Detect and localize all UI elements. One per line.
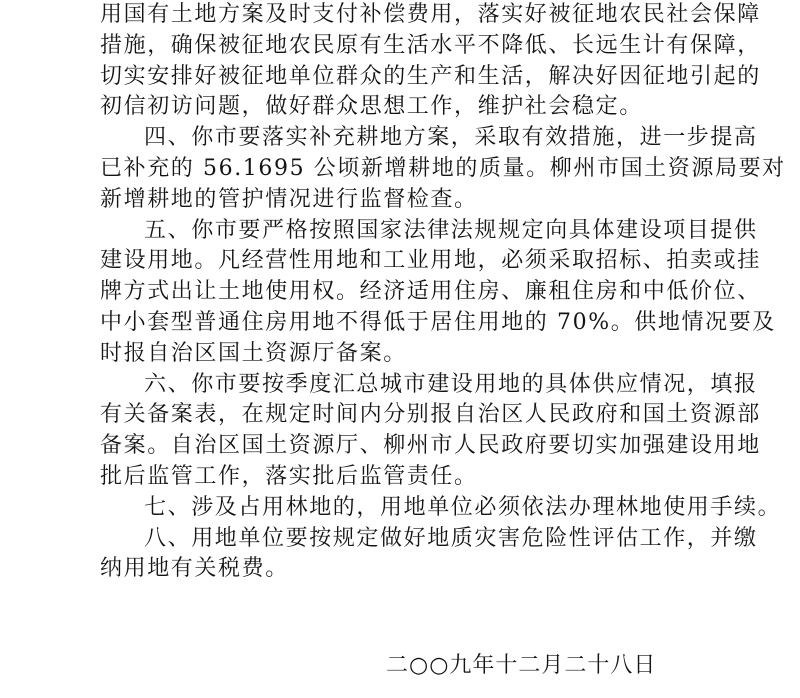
paragraph-3-line-4: 初信初访问题，做好群众思想工作，维护社会稳定。	[100, 94, 643, 120]
paragraph-5-line-3: 牌方式出让土地使用权。经济适用住房、廉租住房和中低价位、	[100, 279, 761, 305]
paragraph-6-line-1: 六、你市要按季度汇总城市建设用地的具体供应情况，填报	[144, 371, 758, 397]
paragraph-8-line-2: 纳用地有关税费。	[100, 556, 289, 582]
paragraph-7-line-1: 七、涉及占用林地的，用地单位必须依法办理林地使用手续。	[144, 494, 782, 520]
paragraph-3-line-3: 切实安排好被征地单位群众的生产和生活，解决好因征地引起的	[100, 63, 761, 89]
document-date: 二○○九年十二月二十八日	[386, 653, 657, 678]
paragraph-5-line-1: 五、你市要严格按照国家法律法规规定向具体建设项目提供	[144, 217, 758, 243]
paragraph-3-line-1: 用国有土地方案及时支付补偿费用，落实好被征地农民社会保障	[100, 2, 761, 27]
paragraph-6-line-3: 备案。自治区国土资源厅、柳州市人民政府要切实加强建设用地	[100, 433, 761, 459]
paragraph-5-line-5: 时报自治区国土资源厅备案。	[100, 340, 407, 366]
paragraph-8-line-1: 八、用地单位要按规定做好地质灾害危险性评估工作，并缴	[144, 525, 758, 551]
paragraph-6-line-2: 有关备案表，在规定时间内分别报自治区人民政府和国土资源部	[100, 402, 761, 428]
document-body	[100, 0, 786, 585]
paragraph-4-line-1: 四、你市要落实补充耕地方案，采取有效措施，进一步提高	[144, 125, 758, 151]
paragraph-4-line-3: 新增耕地的管护情况进行监督检查。	[100, 186, 478, 212]
paragraph-5-line-2: 建设用地。凡经营性用地和工业用地，必须采取招标、拍卖或挂	[100, 248, 761, 274]
paragraph-3-line-2: 措施，确保被征地农民原有生活水平不降低、长远生计有保障，	[100, 32, 761, 58]
paragraph-5-line-4: 中小套型普通住房用地不得低于居住用地的 70%。供地情况要及	[100, 309, 776, 335]
paragraph-4-line-2: 已补充的 56.1695 公顷新增耕地的质量。柳州市国土资源局要对	[100, 155, 786, 181]
paragraph-6-line-4: 批后监管工作，落实批后监管责任。	[100, 463, 478, 489]
